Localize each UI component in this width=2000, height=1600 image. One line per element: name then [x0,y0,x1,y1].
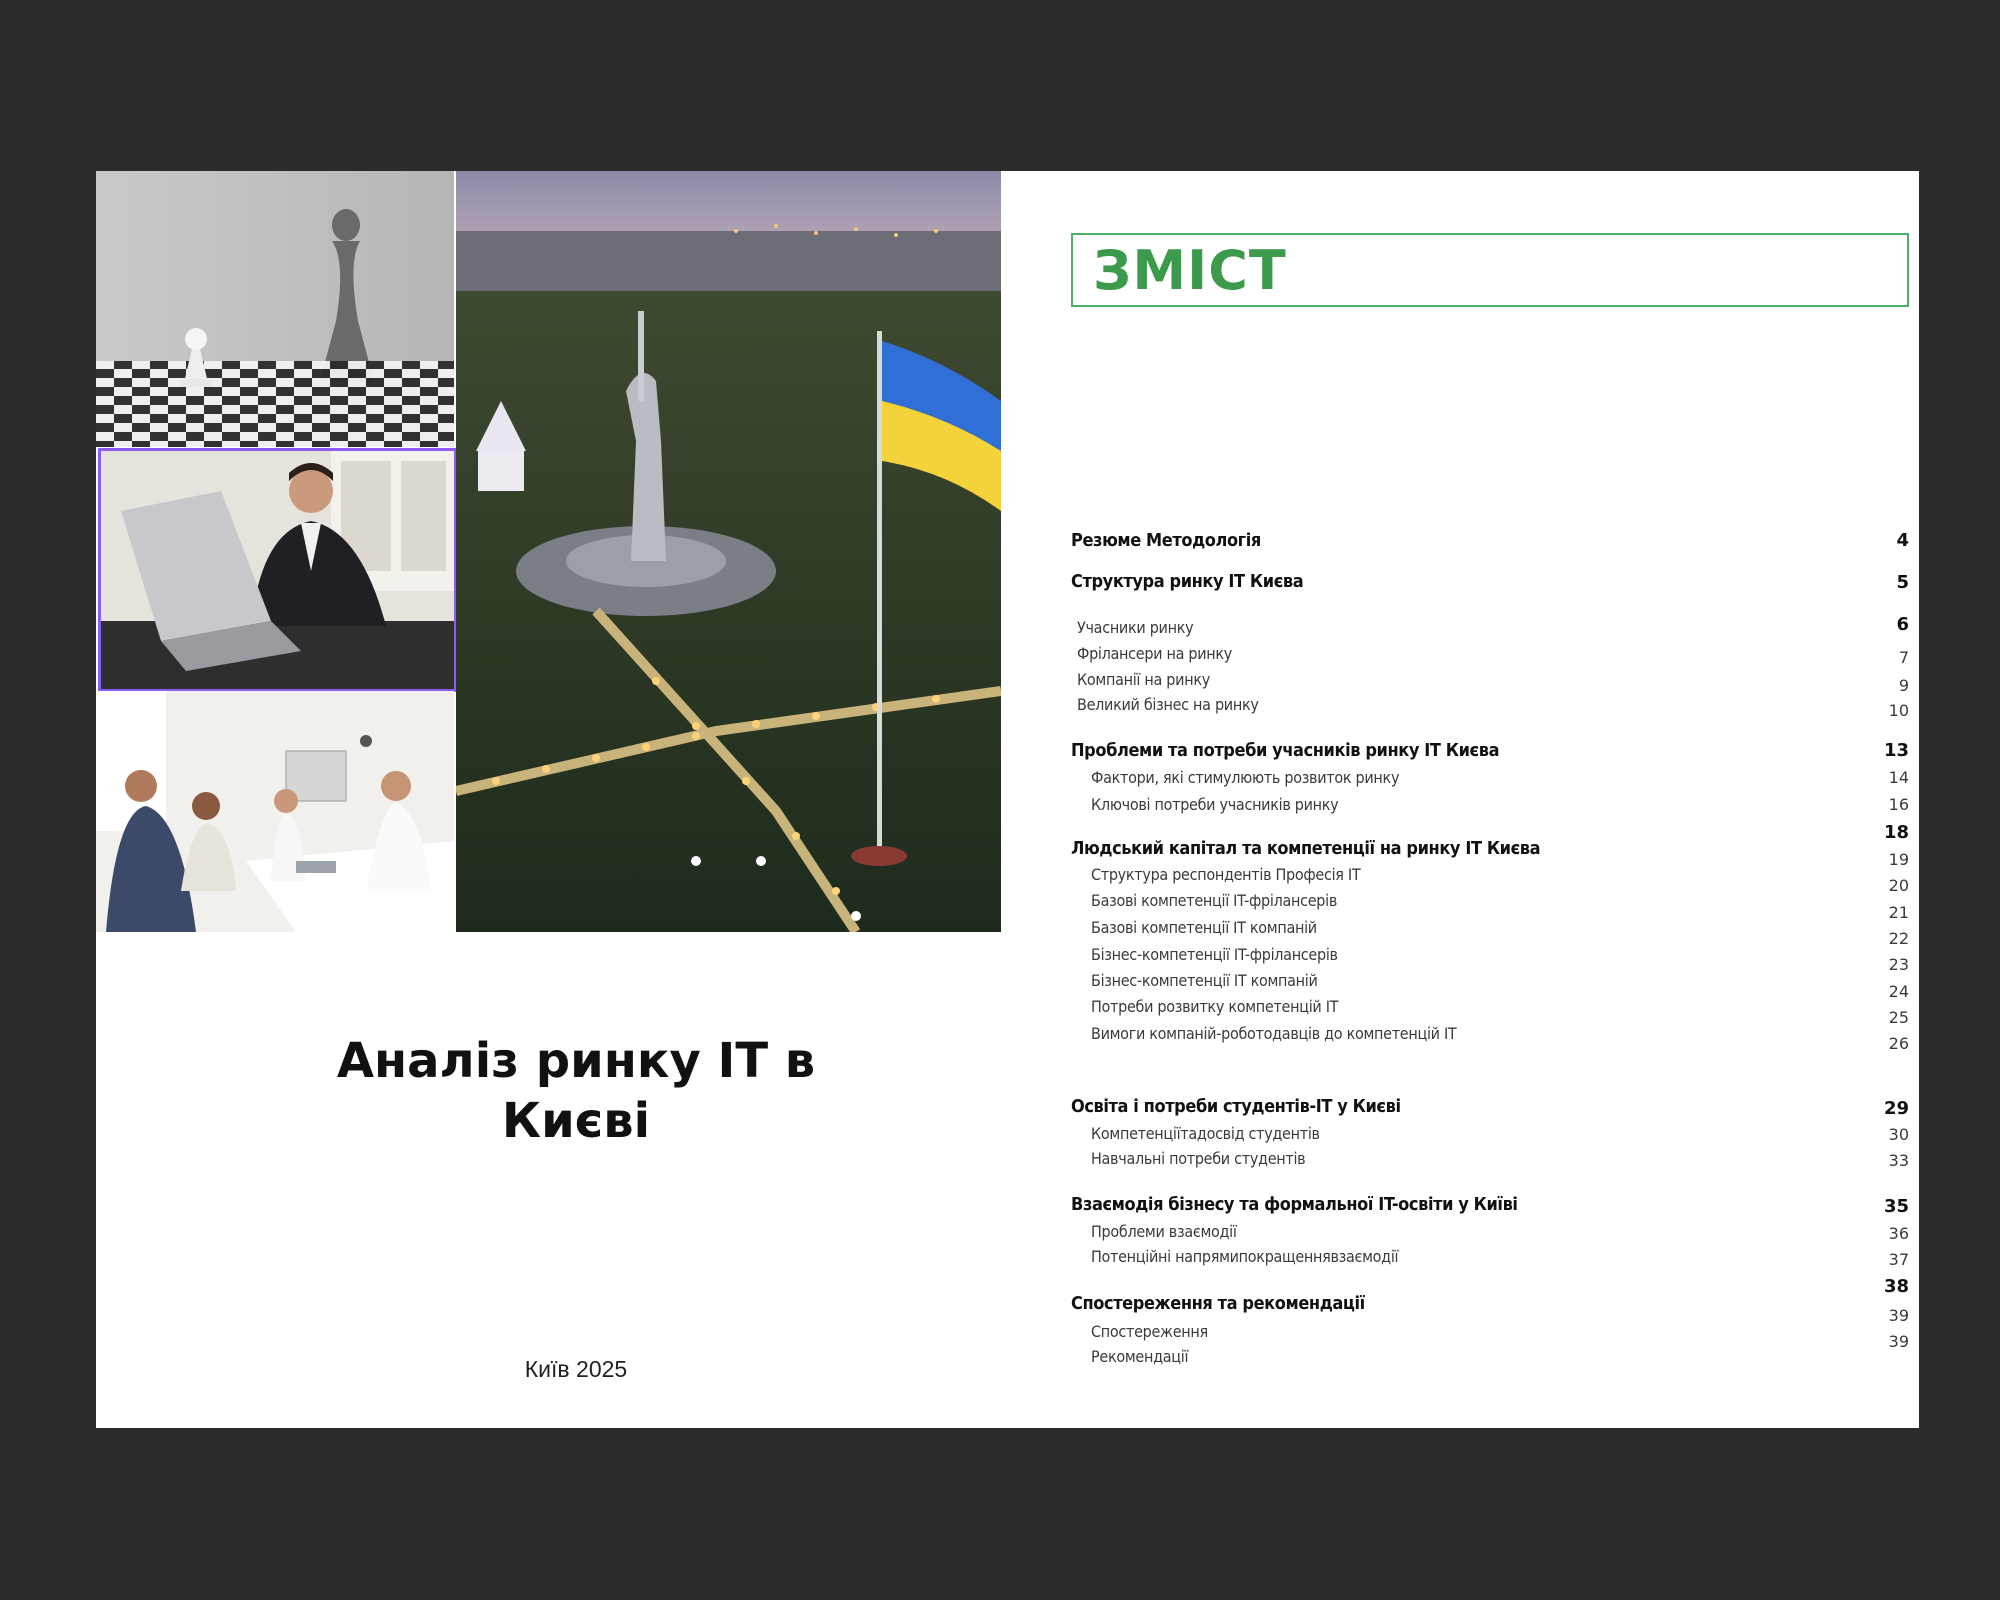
toc-section-entry[interactable]: Проблеми та потреби учасників ринку IT Києва [1071,740,1500,761]
toc-subsection-entry[interactable]: Ключові потреби учасників ринку [1091,795,1339,814]
toc-page-number: 10 [1888,701,1909,720]
toc-section-entry[interactable]: Спостереження та рекомендації [1071,1293,1365,1314]
cover-title-line2: Києві [501,1093,651,1149]
toc-subsection-entry[interactable]: Компанії на ринку [1077,670,1210,689]
toc-page-number: 37 [1888,1250,1909,1269]
toc-page-number: 9 [1898,676,1909,695]
toc-subsection-entry[interactable]: Навчальні потреби студентів [1091,1149,1306,1168]
toc-subsection-entry[interactable]: Бізнес-компетенції IT-фрілансерів [1091,945,1338,964]
toc-subsection-entry[interactable]: Бізнес-компетенції IT компаній [1091,971,1318,990]
businessman-laptop-photo [98,448,457,692]
toc-page-number: 30 [1888,1125,1909,1144]
toc-page-number: 36 [1888,1224,1909,1243]
toc-section-entry[interactable]: Освіта і потреби студентів-IT у Києві [1071,1096,1401,1117]
toc-section-entry[interactable]: Людський капітал та компетенції на ринку IT Києва [1071,838,1541,859]
toc-subsection-entry[interactable]: Учасники ринку [1077,618,1194,637]
toc-page-number: 16 [1888,795,1909,814]
toc-page-number: 6 [1896,614,1909,635]
toc-page-number: 18 [1883,822,1909,843]
toc-page-number: 39 [1888,1332,1909,1351]
cover-place-year: Київ 2025 [524,1356,628,1382]
toc-page-number: 7 [1898,648,1909,667]
toc-page-number: 4 [1896,530,1909,551]
toc-subsection-entry[interactable]: Фактори, які стимулюють розвиток ринку [1091,768,1400,787]
toc-page-number: 24 [1888,982,1909,1001]
toc-page-number: 25 [1888,1008,1909,1027]
toc-page-number: 13 [1883,740,1909,761]
toc-subsection-entry[interactable]: Спостереження [1091,1322,1208,1341]
toc-subsection-entry[interactable]: Базові компетенції IT-фрілансерів [1091,891,1338,910]
toc-page-number: 20 [1888,876,1909,895]
office-meeting-photo [96,691,454,932]
toc-page-number: 21 [1888,903,1909,922]
toc-page-number: 33 [1888,1151,1909,1170]
toc-page-number: 5 [1896,572,1909,593]
toc-page-number: 29 [1883,1098,1909,1119]
toc-subsection-entry[interactable]: Компетенціїтадосвід студентів [1091,1124,1320,1143]
toc-subsection-entry[interactable]: Великий бізнес на ринку [1077,695,1259,714]
toc-page-number: 23 [1888,955,1909,974]
toc-subsection-entry[interactable]: Базові компетенції IT компаній [1091,918,1317,937]
toc-page-number: 39 [1888,1306,1909,1325]
toc-subsection-entry[interactable]: Вимоги компаній-роботодавців до компетенцій IT [1091,1024,1457,1043]
toc-page-number: 38 [1883,1276,1909,1297]
toc-subsection-entry[interactable]: Проблеми взаємодії [1091,1222,1237,1241]
toc-heading-box [1071,233,1909,307]
toc-subsection-entry[interactable]: Потенційні напрямипокращеннявзаємодії [1091,1247,1399,1266]
kyiv-motherland-monument-photo [456,171,1001,932]
toc-section-entry[interactable]: Взаємодія бізнесу та формальної IT-освіти у Київі [1071,1194,1518,1215]
toc-page-number: 22 [1888,929,1909,948]
cover-title-line1: Аналіз ринку IT в [336,1033,816,1089]
document-spread [96,171,1919,1428]
toc-subsection-entry[interactable]: Потреби розвитку компетенцій IT [1091,997,1339,1016]
toc-section-entry[interactable]: Структура ринку IT Києва [1071,571,1304,592]
toc-heading: ЗМІСТ [1093,239,1287,302]
toc-subsection-entry[interactable]: Структура респондентів Професія IT [1091,865,1361,884]
toc-page-number: 19 [1888,850,1909,869]
toc-page-number: 26 [1888,1034,1909,1053]
cover-title [246,1031,906,1151]
toc-subsection-entry[interactable]: Рекомендації [1091,1347,1189,1366]
toc-subsection-entry[interactable]: Фрілансери на ринку [1077,644,1233,663]
toc-page-number: 14 [1888,768,1909,787]
chess-pawn-photo [96,171,454,447]
toc-section-entry[interactable]: Резюме Методологія [1071,530,1261,551]
toc-page-number: 35 [1883,1196,1909,1217]
